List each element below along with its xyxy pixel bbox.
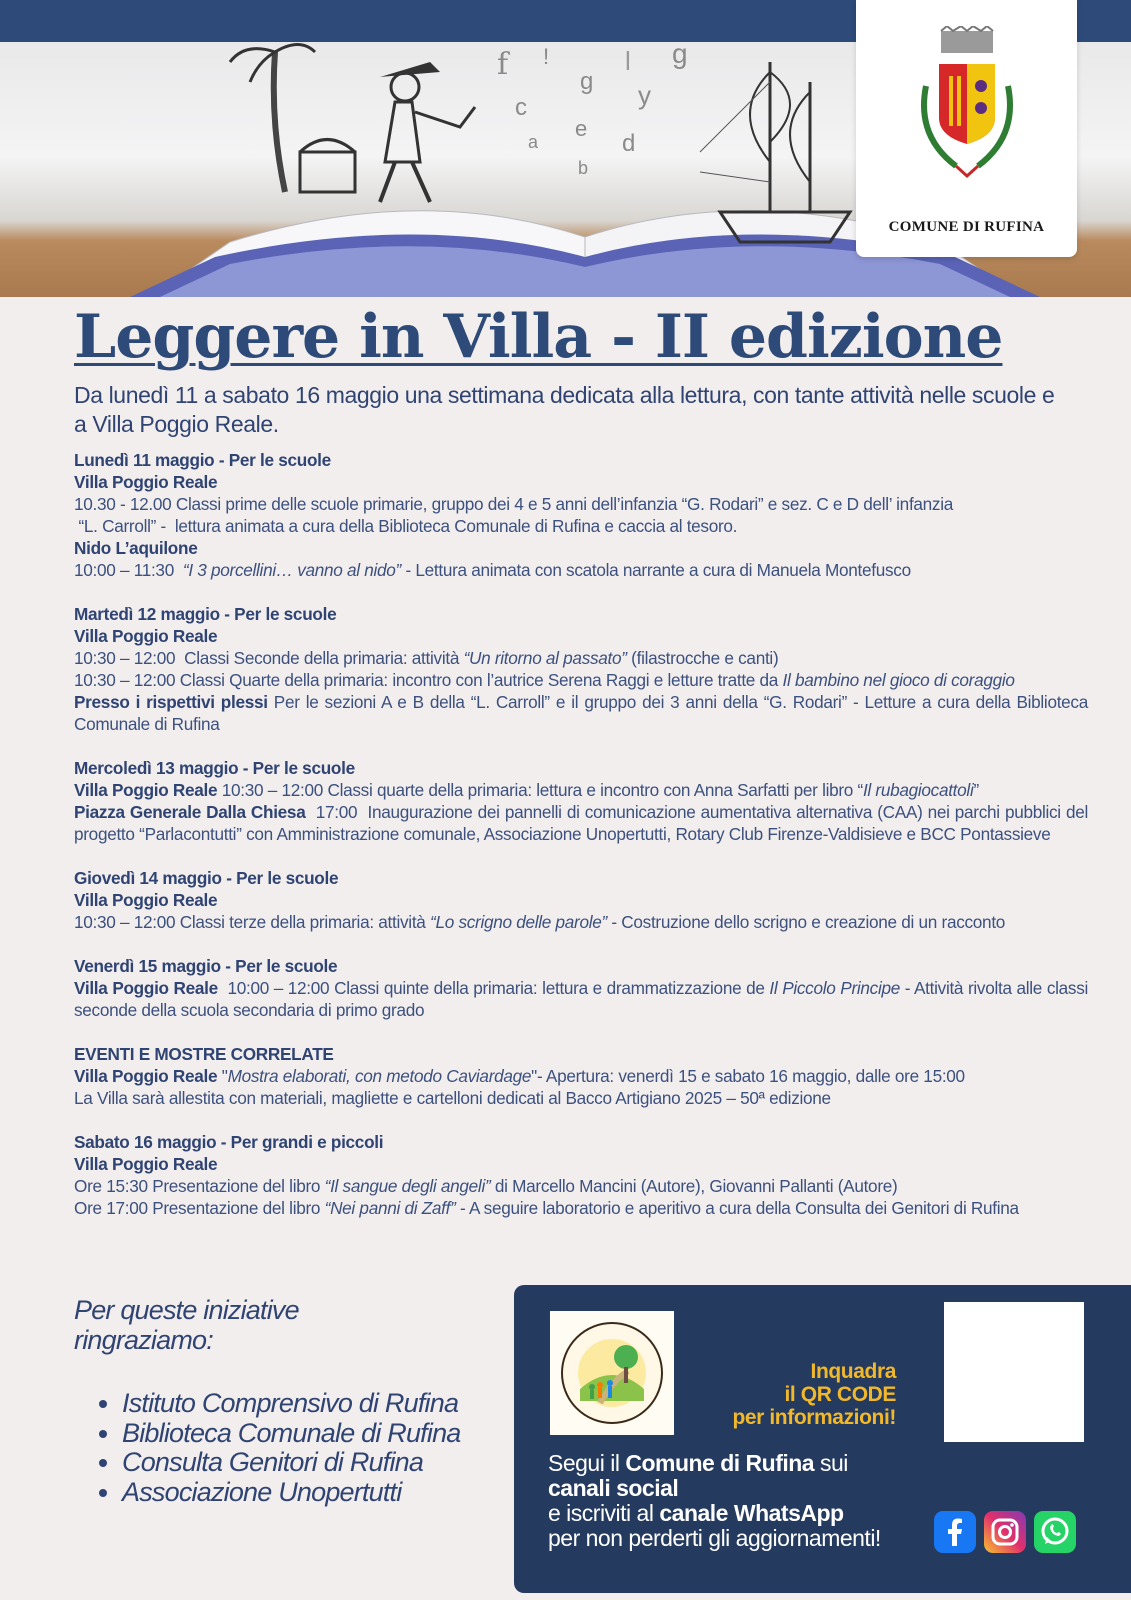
social-text-part: Segui il — [548, 1450, 626, 1476]
banner-letter: g — [672, 42, 688, 69]
day-heading: EVENTI E MOSTRE CORRELATE — [74, 1044, 334, 1064]
event-text: Ore 15:30 Presentazione del libro — [74, 1176, 325, 1196]
banner-letter: l — [625, 46, 631, 76]
event-line — [74, 1065, 1088, 1087]
qr-line: Inquadra — [810, 1360, 896, 1383]
event-text: - Lettura animata con scatola narrante a cura di Manuela Montefusco — [400, 560, 911, 580]
day-heading: Sabato 16 maggio - Per grandi e piccoli — [74, 1132, 384, 1152]
venue-label: Villa Poggio Reale — [74, 626, 218, 646]
comune-label: COMUNE DI RUFINA — [888, 219, 1045, 235]
thanks-item: • Istituto Comprensivo di Rufina — [122, 1389, 504, 1419]
banner-letter: g — [580, 68, 594, 95]
banner-letter: e — [575, 116, 588, 141]
day-heading: Venerdì 15 maggio - Per le scuole — [74, 956, 338, 976]
venue-label: Villa Poggio Reale — [74, 780, 218, 800]
event-text: ” — [973, 780, 979, 800]
day-block-wednesday — [74, 757, 1093, 845]
event-line — [74, 691, 1088, 735]
comune-logo-card — [856, 0, 1077, 257]
whatsapp-icon[interactable] — [1034, 1511, 1076, 1553]
social-line — [548, 1501, 928, 1526]
venue-label: Nido L’aquilone — [74, 538, 198, 558]
banner-letter: b — [578, 158, 589, 178]
venue-label: Villa Poggio Reale — [74, 1154, 218, 1174]
thanks-heading-line: ringraziamo: — [74, 1325, 213, 1355]
venue-label: Villa Poggio Reale — [74, 890, 218, 910]
day-block-thursday — [74, 867, 1088, 933]
banner-letter: a — [528, 132, 539, 152]
social-text-bold: Comune di Rufina — [625, 1450, 815, 1476]
venue-label: Villa Poggio Reale — [74, 978, 218, 998]
thanks-item: • Biblioteca Comunale di Rufina — [122, 1419, 504, 1449]
facebook-icon[interactable] — [934, 1511, 976, 1553]
event-text: 10:30 – 12:00 Classi quarte della primaria: lettura e incontro con Anna Sarfatti per libro “ — [217, 780, 863, 800]
banner-letter: ! — [543, 44, 550, 69]
event-text: - Costruzione dello scrigno e creazione di un racconto — [606, 912, 1006, 932]
social-line — [548, 1476, 928, 1501]
day-heading: Mercoledì 13 maggio - Per le scuole — [74, 758, 355, 778]
event-text: 10:00 – 12:00 Classi quinte della primaria: lettura e drammatizzazione de — [217, 978, 770, 998]
banner-letter: f — [497, 47, 509, 82]
event-line — [74, 647, 1088, 669]
social-text-part: sui — [814, 1450, 848, 1476]
day-block-friday — [74, 955, 1088, 1021]
banner-letter: y — [638, 80, 651, 110]
instagram-icon[interactable] — [984, 1511, 1026, 1553]
day-heading: Lunedì 11 maggio - Per le scuole — [74, 450, 331, 470]
event-title: Mostra elaborati, con metodo Caviardage — [227, 1066, 532, 1086]
info-panel — [514, 1285, 1131, 1593]
venue-label: Presso i rispettivi plessi — [74, 692, 268, 712]
event-text: 10:30 – 12:00 Classi Seconde della primaria: attività — [74, 648, 464, 668]
day-block-events — [74, 1043, 1088, 1109]
venue-label: Piazza Generale Dalla Chiesa — [74, 802, 306, 822]
day-block-saturday — [74, 1131, 1088, 1219]
event-title: “Il sangue degli angeli” — [324, 1176, 491, 1196]
day-block-monday — [74, 449, 1088, 581]
event-title: “Un ritorno al passato” — [463, 648, 627, 668]
event-line: La Villa sarà allestita con materiali, magliette e cartelloni dedicati al Bacco Artigiano 2025 – 50ª edizione — [74, 1088, 831, 1108]
social-text — [548, 1451, 928, 1551]
social-text-bold: canale WhatsApp — [659, 1500, 844, 1526]
thanks-item: • Consulta Genitori di Rufina — [122, 1448, 504, 1478]
thanks-heading-line: Per queste iniziative — [74, 1295, 299, 1325]
event-text: 10:30 – 12:00 Classi Quarte della primaria: incontro con l’autrice Serena Raggi e letture tratte da — [74, 670, 783, 690]
event-text: "- Apertura: venerdì 15 e sabato 16 maggio, dalle ore 15:00 — [531, 1066, 965, 1086]
event-line — [74, 1175, 1088, 1197]
event-title: “I 3 porcellini… vanno al nido” — [182, 560, 401, 580]
venue-label: Villa Poggio Reale — [74, 472, 218, 492]
day-heading: Martedì 12 maggio - Per le scuole — [74, 604, 337, 624]
event-line: 10.30 - 12.00 Classi prime delle scuole primarie, gruppo dei 4 e 5 anni dell’infanzia “G. Rodari” e sez. C e D dell’ infanzia — [74, 494, 954, 514]
social-text-bold: canali social — [548, 1475, 679, 1501]
comune-crest-icon — [911, 26, 1023, 196]
event-title: “Lo scrigno delle parole” — [430, 912, 607, 932]
day-block-tuesday — [74, 603, 1088, 735]
school-logo — [550, 1311, 674, 1435]
event-text: di Marcello Mancini (Autore), Giovanni Pallanti (Autore) — [490, 1176, 898, 1196]
banner-letter: d — [622, 130, 636, 157]
qr-line: per informazioni! — [732, 1406, 896, 1429]
school-logo-icon — [550, 1311, 674, 1435]
event-line — [74, 911, 1088, 933]
qr-instructions — [684, 1360, 896, 1429]
event-line — [74, 779, 1088, 801]
banner-letter: c — [515, 94, 527, 121]
event-text: Ore 17:00 Presentazione del libro — [74, 1198, 325, 1218]
event-title: Il bambino nel gioco di coraggio — [782, 670, 1015, 690]
event-text: - A seguire laboratorio e aperitivo a cura della Consulta dei Genitori di Rufina — [455, 1198, 1019, 1218]
event-title: “Nei panni di Zaff” — [324, 1198, 456, 1218]
event-line: “L. Carroll” - lettura animata a cura della Biblioteca Comunale di Rufina e caccia al tesoro. — [74, 516, 738, 536]
thanks-section — [74, 1295, 504, 1507]
event-text: - Attività rivolta alle classi seconde della scuola secondaria di primo grado — [74, 978, 1089, 1020]
event-title: Il Piccolo Principe — [769, 978, 900, 998]
event-line — [74, 669, 1088, 691]
venue-label: Villa Poggio Reale — [74, 1066, 218, 1086]
event-line — [74, 977, 1088, 1021]
event-text: 17:00 Inaugurazione dei pannelli di comunicazione aumentativa alternativa (CAA) nei parchi pubblici del progetto “Parlacontutti” con Amministrazione comunale, Associazione Unopertutti, Rotary Club Firenze-Valdisieve e BCC Pontassieve — [74, 802, 1093, 844]
qr-line: il QR CODE — [784, 1383, 896, 1406]
day-heading: Giovedì 14 maggio - Per le scuole — [74, 868, 339, 888]
event-text: " — [217, 1066, 228, 1086]
event-title: Il rubagiocattoli — [862, 780, 974, 800]
page-title: Leggere in Villa - II edizione — [74, 302, 1003, 372]
event-line — [74, 559, 1088, 581]
thanks-heading — [74, 1295, 504, 1355]
event-time: 10:00 – 11:30 — [74, 560, 183, 580]
page-subtitle: Da lunedì 11 a sabato 16 maggio una settimana dedicata alla lettura, con tante attività nelle scuole e a Villa Poggio Reale. — [74, 382, 1055, 437]
thanks-item: • Associazione Unopertutti — [122, 1478, 504, 1508]
event-line — [74, 801, 1093, 845]
event-text: Per le sezioni A e B della “L. Carroll” e il gruppo dei 3 anni della “G. Rodari” - Letture a cura della Biblioteca Comunale di Rufina — [74, 692, 1088, 734]
event-line — [74, 1197, 1088, 1219]
social-line — [548, 1451, 928, 1476]
event-text: (filastrocche e canti) — [626, 648, 779, 668]
thanks-list — [74, 1389, 504, 1507]
social-line: per non perderti gli aggiornamenti! — [548, 1525, 881, 1551]
social-text-part: e iscriviti al — [548, 1500, 660, 1526]
event-text: 10:30 – 12:00 Classi terze della primaria: attività — [74, 912, 431, 932]
schedule — [74, 449, 1093, 1241]
qr-code[interactable] — [944, 1302, 1084, 1442]
